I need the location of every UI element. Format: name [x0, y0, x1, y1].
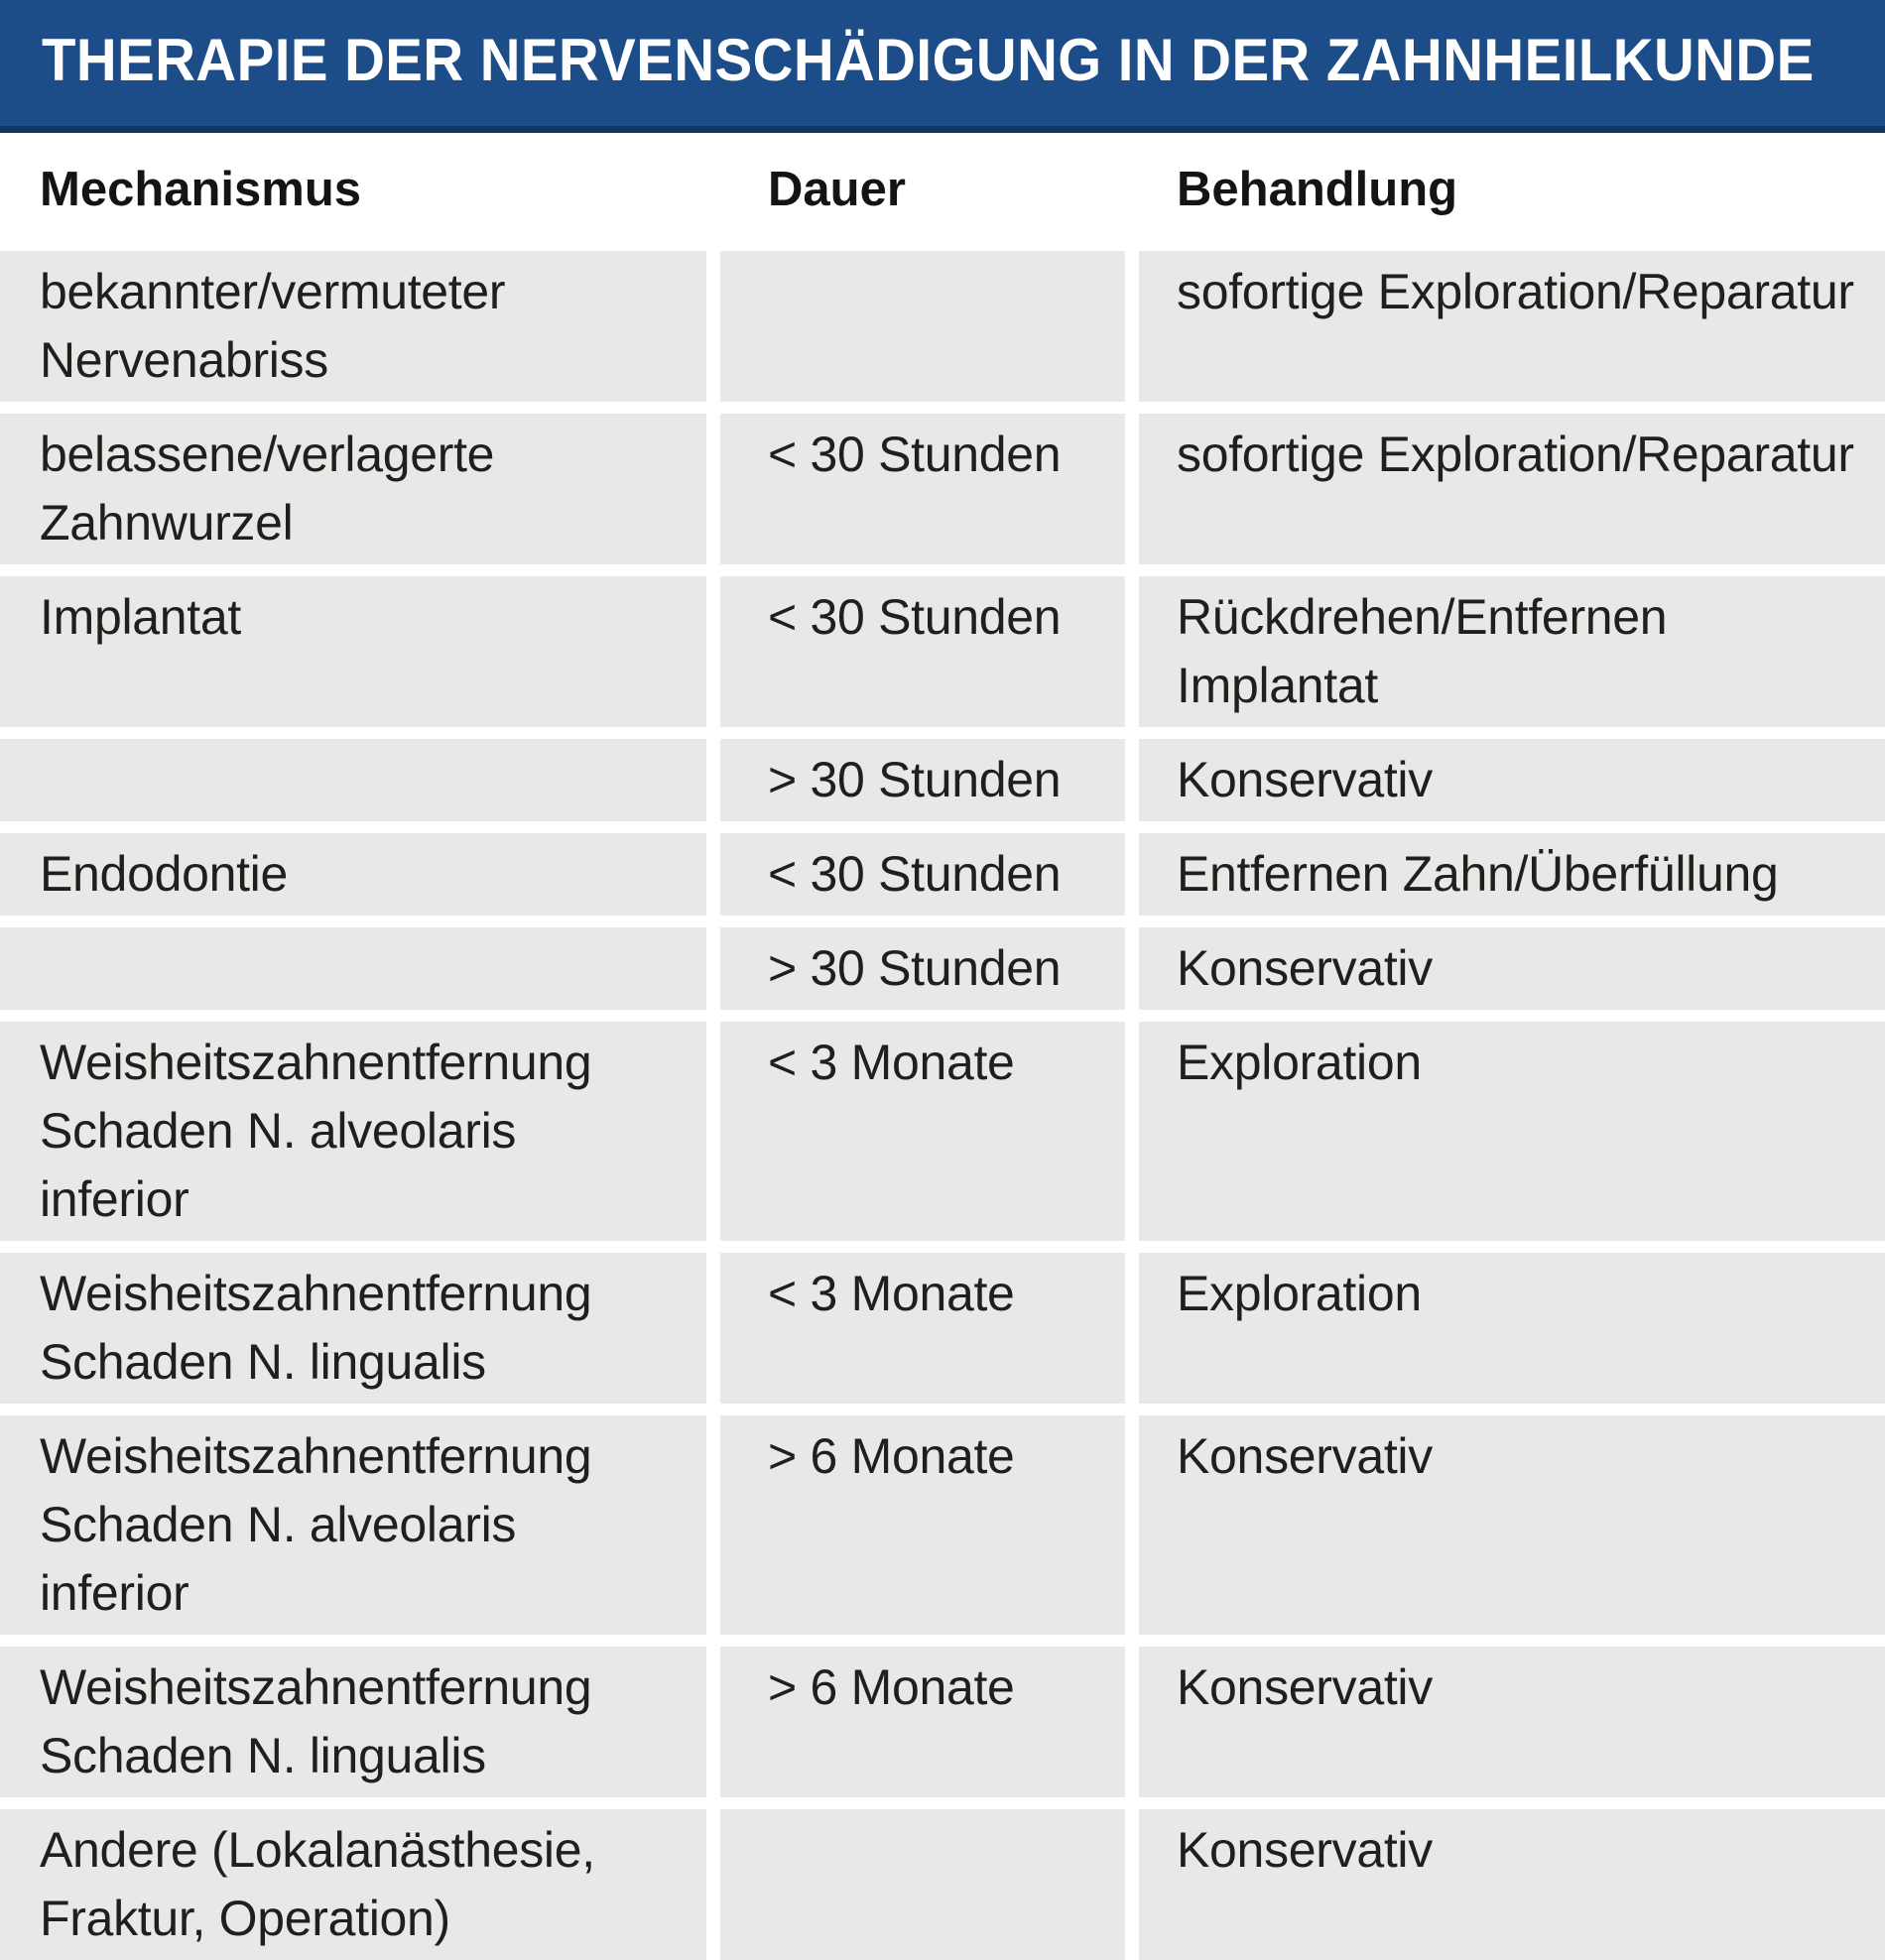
table-row: [0, 927, 1885, 1010]
table-row: [0, 739, 1885, 821]
cell-mechanismus: Endodontie: [0, 833, 706, 916]
cell-behandlung: sofortige Exploration/Reparatur: [1139, 414, 1885, 564]
cell-mechanismus: bekannter/vermuteter Nervenabriss: [0, 251, 706, 402]
cell-mechanismus: Weisheitszahnentfernung Schaden N. lingualis: [0, 1253, 706, 1404]
header-bar: [0, 0, 1885, 133]
cell-behandlung: Konservativ: [1139, 739, 1885, 821]
cell-dauer: > 30 Stunden: [720, 739, 1125, 821]
cell-dauer: < 3 Monate: [720, 1022, 1125, 1241]
cell-behandlung: Exploration: [1139, 1253, 1885, 1404]
cell-mechanismus: Weisheitszahnentfernung Schaden N. lingualis: [0, 1647, 706, 1797]
column-header-dauer: Dauer: [768, 162, 906, 216]
table-row: [0, 1253, 1885, 1404]
cell-dauer: [720, 251, 1125, 402]
cell-dauer: > 30 Stunden: [720, 927, 1125, 1010]
cell-behandlung: Konservativ: [1139, 1415, 1885, 1635]
table-row: [0, 833, 1885, 916]
cell-dauer: > 6 Monate: [720, 1415, 1125, 1635]
table-row: [0, 414, 1885, 564]
table-row: [0, 576, 1885, 727]
cell-behandlung: Konservativ: [1139, 927, 1885, 1010]
cell-mechanismus: Weisheitszahnentfernung Schaden N. alveolaris inferior: [0, 1022, 706, 1241]
cell-behandlung: Konservativ: [1139, 1809, 1885, 1960]
cell-dauer: > 6 Monate: [720, 1647, 1125, 1797]
column-header-mechanismus: Mechanismus: [40, 162, 362, 216]
column-header-behandlung: Behandlung: [1177, 162, 1458, 216]
table-row: [0, 1647, 1885, 1797]
cell-mechanismus: Weisheitszahnentfernung Schaden N. alveolaris inferior: [0, 1415, 706, 1635]
cell-mechanismus: Andere (Lokalanästhesie, Fraktur, Operation): [0, 1809, 706, 1960]
table: [0, 251, 1885, 1960]
cell-mechanismus: belassene/verlagerte Zahnwurzel: [0, 414, 706, 564]
table-row: [0, 1415, 1885, 1635]
cell-dauer: < 30 Stunden: [720, 576, 1125, 727]
table-row: [0, 1809, 1885, 1960]
cell-dauer: < 30 Stunden: [720, 414, 1125, 564]
cell-dauer: < 30 Stunden: [720, 833, 1125, 916]
cell-behandlung: sofortige Exploration/Reparatur: [1139, 251, 1885, 402]
cell-mechanismus: Implantat: [0, 576, 706, 727]
cell-dauer: [720, 1809, 1125, 1960]
cell-behandlung: Exploration: [1139, 1022, 1885, 1241]
table-row: [0, 251, 1885, 402]
cell-behandlung: Konservativ: [1139, 1647, 1885, 1797]
cell-mechanismus: [0, 927, 706, 1010]
cell-behandlung: Rückdrehen/Entfernen Implantat: [1139, 576, 1885, 727]
cell-mechanismus: [0, 739, 706, 821]
cell-behandlung: Entfernen Zahn/Überfüllung: [1139, 833, 1885, 916]
table-row: [0, 1022, 1885, 1241]
page-title: THERAPIE DER NERVENSCHÄDIGUNG IN DER ZAHNHEILKUNDE: [42, 26, 1815, 93]
cell-dauer: < 3 Monate: [720, 1253, 1125, 1404]
column-header-row: [0, 133, 1885, 251]
